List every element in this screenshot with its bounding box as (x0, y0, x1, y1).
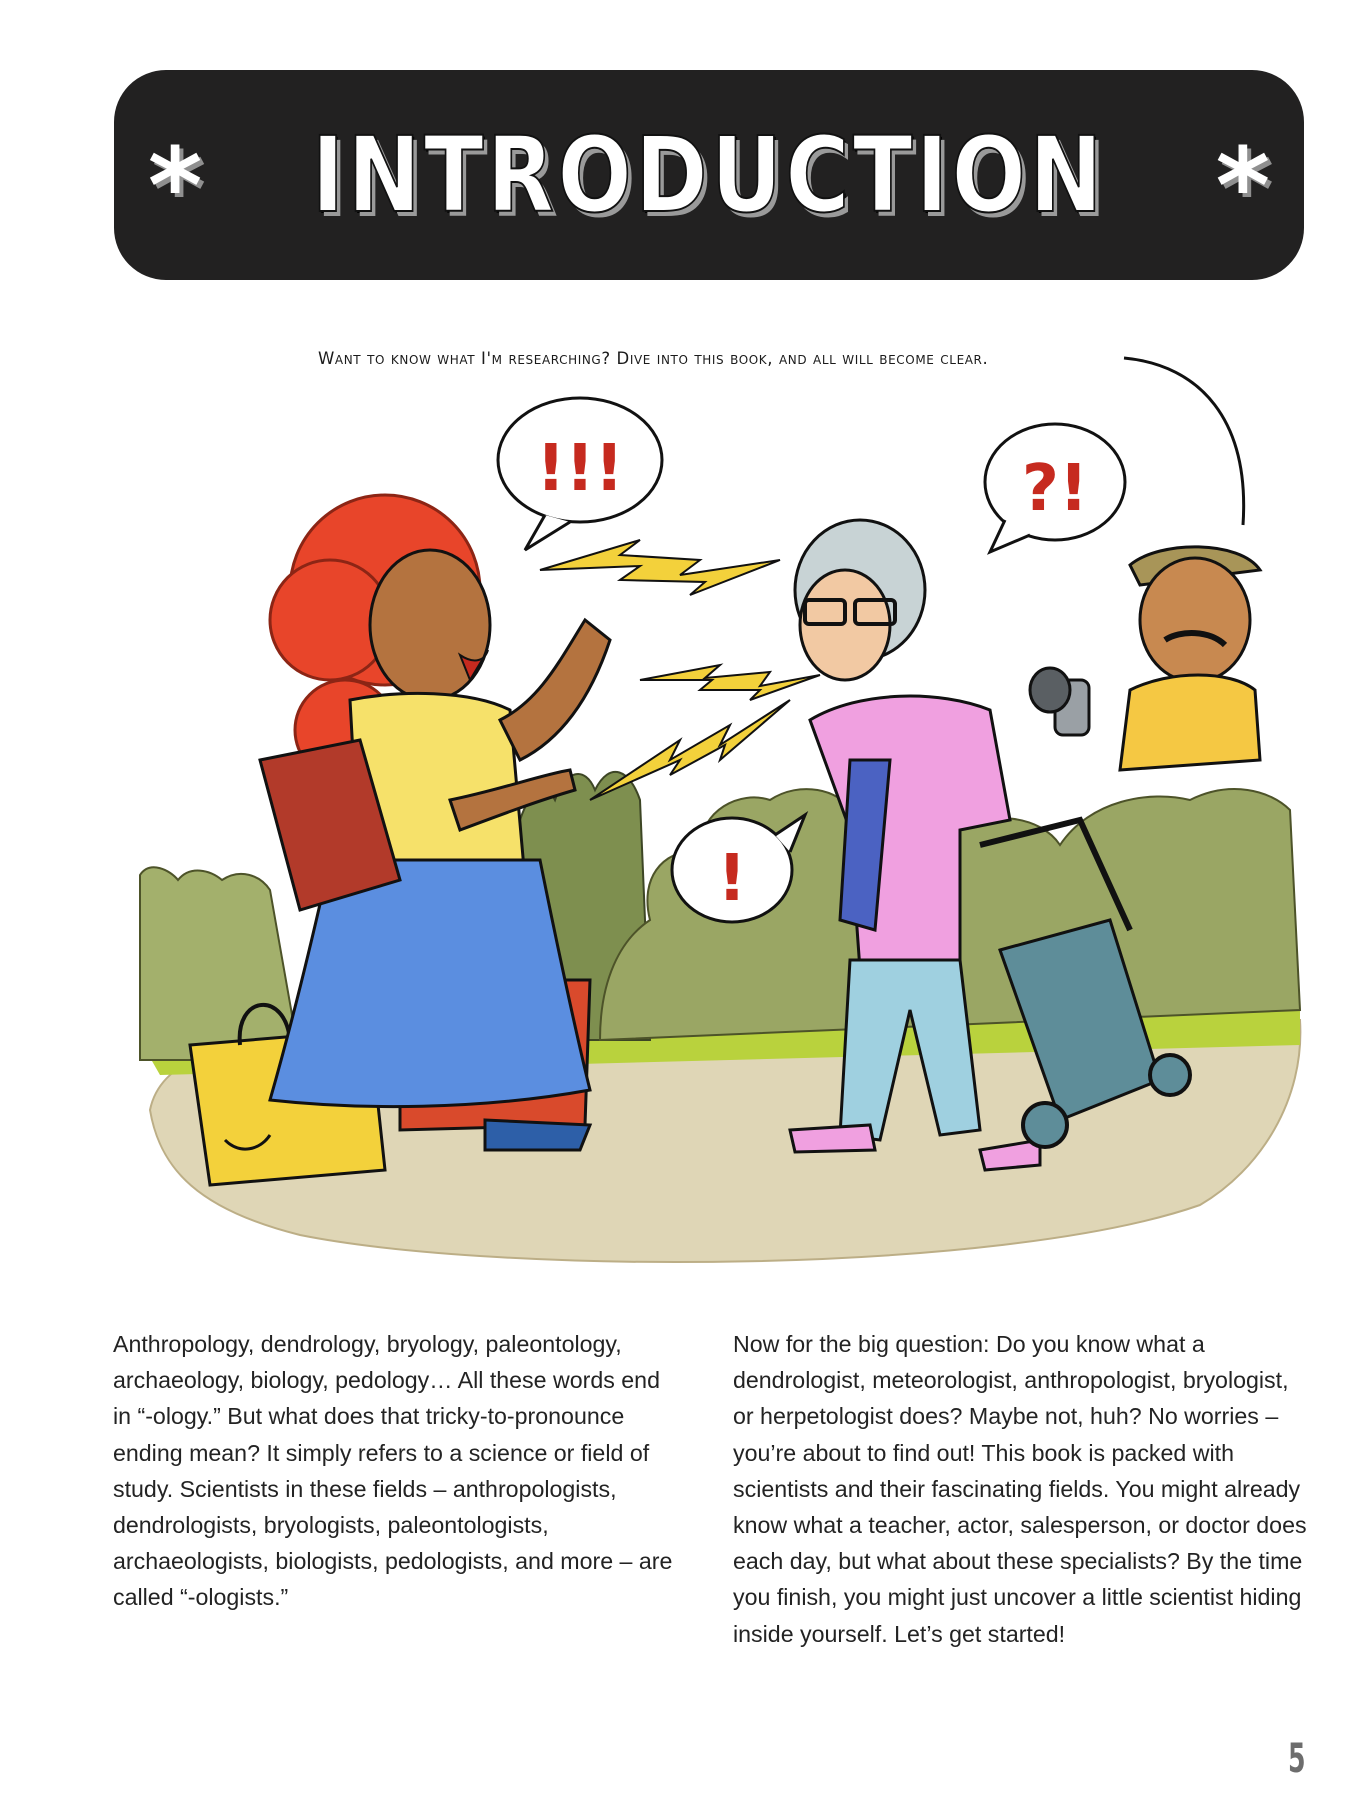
asterisk-left-icon: * (147, 125, 203, 247)
caption-pointer-line (1124, 358, 1244, 525)
cartoon-illustration (0, 300, 1361, 1290)
illustration-caption: Want to know what I'm researching? Dive into this book, and all will become clear. (318, 349, 989, 368)
title-row (147, 112, 1271, 247)
lightning-bolt-icon (640, 665, 820, 700)
bubble-right-text: ?! (1021, 452, 1089, 526)
bubble-small-text: ! (717, 842, 747, 916)
bubble-left-text: !!! (536, 432, 624, 506)
intro-paragraph-right: Now for the big question: Do you know what a dendrologist, meteorologist, anthropologist, bryologist, or herpetologist does? Maybe not, huh? No worries – you’re about to find out! This book is packed with scientists and their fascinating fields. You might already know what a teacher, actor, salesperson, or doctor does each day, but what about these specialists? By the time you finish, you might just uncover a little scientist hiding inside yourself. Let’s get started! (733, 1331, 1307, 1647)
lightning-bolt-icon (590, 700, 790, 800)
asterisk-right-icon: * (1215, 125, 1271, 247)
lightning-bolt-icon (540, 540, 780, 595)
page-number: 5 (1288, 1736, 1306, 1782)
title-banner (114, 70, 1304, 280)
man-reporter (1030, 547, 1260, 770)
page-title: INTRODUCTION (311, 114, 1107, 236)
intro-paragraph-left: Anthropology, dendrology, bryology, paleontology, archaeology, biology, pedology… All these words end in “-ology.” But what does that tricky-to-pronounce ending mean? It simply refers to a science or field of study. Scientists in these fields – anthropologists, dendrologists, bryologists, paleontologists, archaeologists, biologists, pedologists, and more – are called “-ologists.” (113, 1331, 673, 1611)
bush-left (140, 867, 300, 1060)
